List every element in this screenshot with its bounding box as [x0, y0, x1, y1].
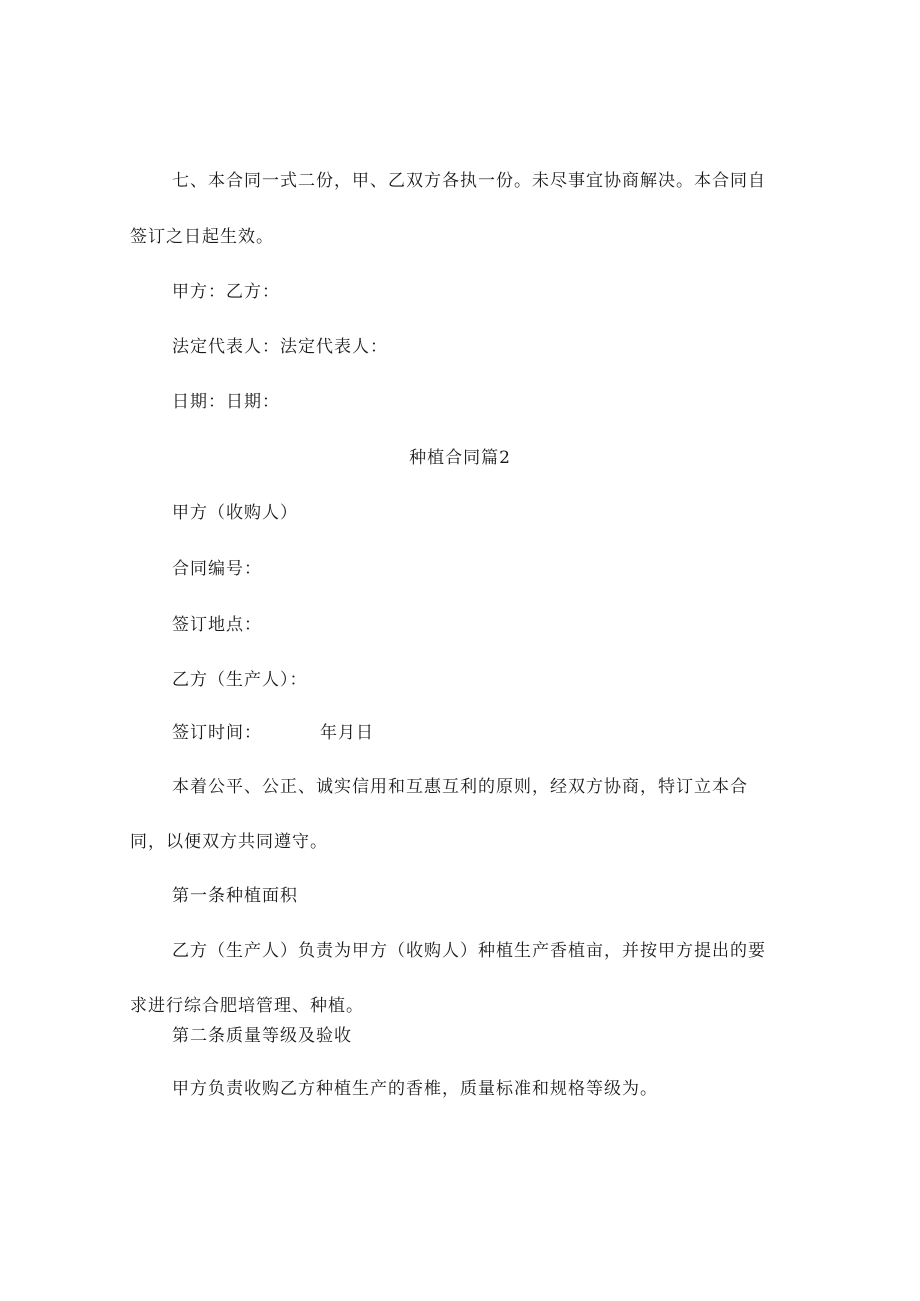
clause-seven-line-1: 七、本合同一式二份，甲、乙双方各执一份。未尽事宜协商解决。本合同自 [172, 171, 766, 191]
section-title: 种植合同篇2 [409, 448, 511, 468]
contract-number-line: 合同编号： [172, 559, 262, 579]
intro-line-2: 同，以便双方共同遵守。 [130, 832, 328, 852]
party-a-line: 甲方（收购人） [172, 503, 298, 523]
signing-time-label: 签订时间： [172, 723, 262, 743]
article-one-line-1: 乙方（生产人）负责为甲方（收购人）种植生产香植亩，并按甲方提出的要 [172, 941, 766, 961]
party-b-line: 乙方（生产人）： [172, 670, 308, 690]
signing-time-value: 年月日 [320, 723, 374, 743]
signing-place-line: 签订地点： [172, 615, 262, 635]
article-one-title: 第一条种植面积 [172, 886, 298, 906]
date-line: 日期：日期： [172, 392, 280, 412]
intro-line-1: 本着公平、公正、诚实信用和互惠互利的原则，经双方协商，特订立本合 [172, 777, 748, 797]
signing-time-line [172, 722, 374, 744]
article-one-line-2: 求进行综合肥培管理、种植。 [130, 996, 364, 1016]
signature-parties-line: 甲方：乙方： [172, 282, 280, 302]
article-two-line-1: 甲方负责收购乙方种植生产的香椎，质量标准和规格等级为。 [172, 1079, 658, 1099]
legal-representative-line: 法定代表人：法定代表人： [172, 337, 388, 357]
article-two-title: 第二条质量等级及验收 [172, 1026, 352, 1046]
clause-seven-line-2: 签订之日起生效。 [130, 227, 274, 247]
